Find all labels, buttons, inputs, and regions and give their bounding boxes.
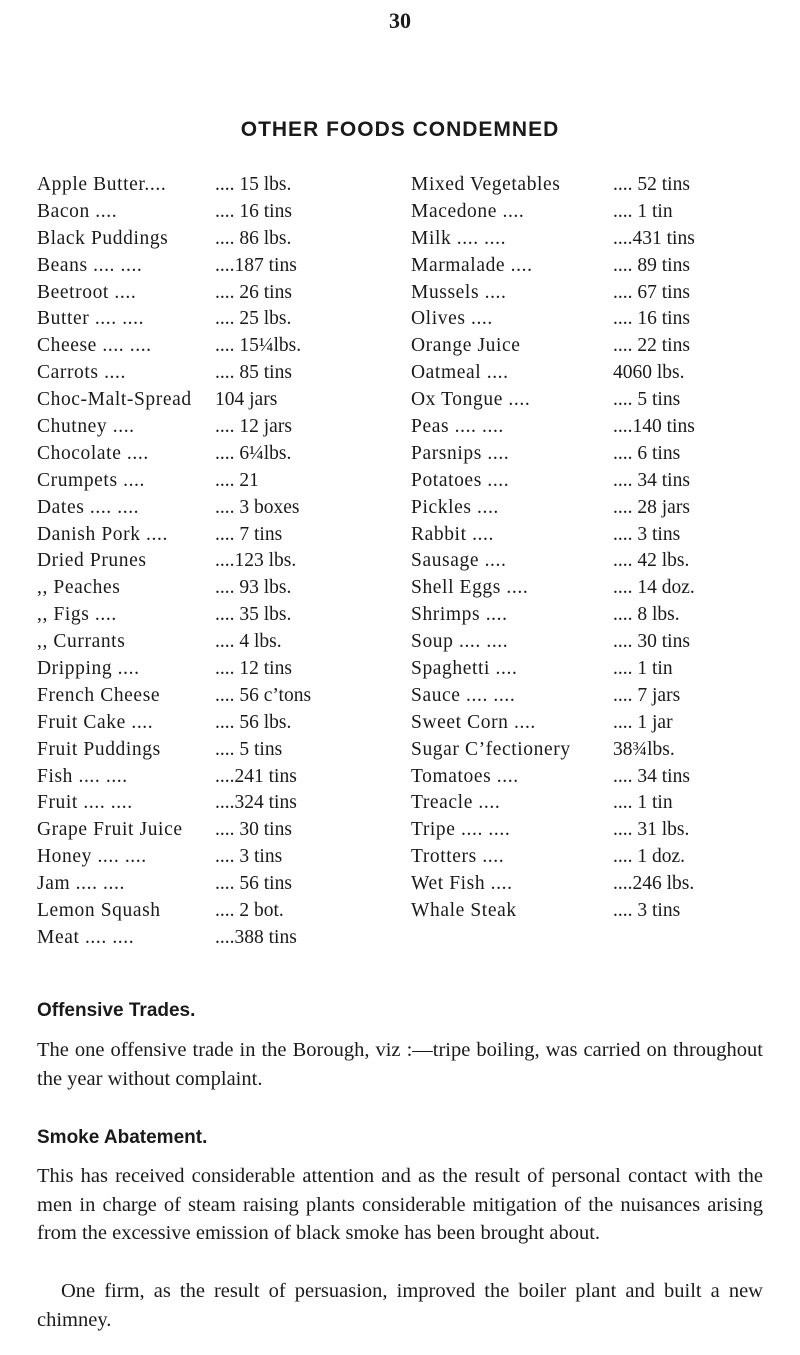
food-name: Sausage .... — [411, 550, 507, 572]
food-quantity: .... 8 lbs. — [613, 604, 680, 626]
food-quantity: .... 93 lbs. — [215, 577, 292, 599]
food-quantity: .... 89 tins — [613, 254, 690, 276]
food-name: Fruit Cake .... — [37, 711, 154, 733]
food-name: Beetroot .... — [37, 281, 137, 303]
food-quantity: 104 jars — [215, 389, 278, 411]
food-quantity: ....246 lbs. — [613, 873, 695, 895]
food-name: Mussels .... — [411, 281, 507, 303]
food-name: Olives .... — [411, 308, 493, 330]
food-row — [411, 764, 761, 791]
food-row — [37, 575, 367, 602]
food-row — [37, 495, 367, 522]
food-quantity: .... 30 tins — [215, 819, 292, 841]
food-row — [411, 226, 761, 253]
food-name: Jam .... .... — [37, 873, 125, 895]
food-row — [411, 441, 761, 468]
food-row — [411, 333, 761, 360]
food-row — [37, 764, 367, 791]
food-quantity: ....431 tins — [613, 227, 695, 249]
food-row — [37, 710, 367, 737]
food-row — [411, 602, 761, 629]
food-row — [411, 898, 761, 925]
food-name: Marmalade .... — [411, 254, 533, 276]
food-row — [411, 737, 761, 764]
food-row — [37, 522, 367, 549]
food-row — [37, 844, 367, 871]
food-quantity: .... 2 bot. — [215, 900, 284, 922]
food-name: Beans .... .... — [37, 254, 143, 276]
food-quantity: .... 16 tins — [215, 200, 292, 222]
food-row — [411, 253, 761, 280]
food-quantity: ....324 tins — [215, 792, 297, 814]
food-row — [37, 414, 367, 441]
food-name: ,, Peaches — [37, 577, 121, 599]
food-name: Sweet Corn .... — [411, 711, 536, 733]
smoke-abatement-paragraph-1: This has received considerable attention and as the result of personal contact with the men in charge of steam raising plants considerable mitigation of the nuisances arising from the excessive emission of black smoke has been brought about. — [37, 1165, 763, 1244]
food-name: Soup .... .... — [411, 631, 509, 653]
smoke-abatement-paragraph-2: One firm, as the result of persuasion, improved the boiler plant and built a new chimney. — [37, 1280, 763, 1331]
food-name: Dried Prunes — [37, 550, 147, 572]
food-name: Butter .... .... — [37, 308, 145, 330]
food-row — [411, 306, 761, 333]
food-name: Cheese .... .... — [37, 335, 152, 357]
food-name: Potatoes .... — [411, 469, 510, 491]
food-quantity: .... 31 lbs. — [613, 819, 690, 841]
food-name: Danish Pork .... — [37, 523, 168, 545]
food-quantity: .... 30 tins — [613, 631, 690, 653]
food-quantity: .... 56 c’tons — [215, 684, 312, 706]
food-quantity: .... 1 doz. — [613, 846, 686, 868]
food-name: Chutney .... — [37, 416, 135, 438]
food-name: Sugar C’fectionery — [411, 738, 571, 760]
food-row — [37, 333, 367, 360]
food-quantity: ....241 tins — [215, 765, 297, 787]
food-row — [411, 280, 761, 307]
food-name: Black Puddings — [37, 227, 169, 249]
food-row — [37, 683, 367, 710]
food-name: Choc-Malt-Spread — [37, 389, 192, 411]
food-quantity: .... 14 doz. — [613, 577, 695, 599]
food-row — [37, 360, 367, 387]
food-row — [37, 629, 367, 656]
food-quantity: .... 6 tins — [613, 442, 681, 464]
food-row — [37, 737, 367, 764]
food-row — [411, 387, 761, 414]
food-quantity: ....388 tins — [215, 926, 297, 948]
food-name: Parsnips .... — [411, 442, 510, 464]
food-name: Rabbit .... — [411, 523, 494, 545]
food-row — [411, 172, 761, 199]
food-row — [411, 871, 761, 898]
food-row — [411, 468, 761, 495]
food-name: Wet Fish .... — [411, 873, 513, 895]
food-name: French Cheese — [37, 684, 161, 706]
food-row — [411, 790, 761, 817]
food-quantity: ....123 lbs. — [215, 550, 297, 572]
food-quantity: 4060 lbs. — [613, 362, 685, 384]
food-name: Treacle .... — [411, 792, 501, 814]
food-name: Tomatoes .... — [411, 765, 519, 787]
food-name: Dripping .... — [37, 658, 140, 680]
food-name: Peas .... .... — [411, 416, 504, 438]
food-row — [411, 495, 761, 522]
food-row — [411, 548, 761, 575]
food-name: Shrimps .... — [411, 604, 508, 626]
food-name: Chocolate .... — [37, 442, 149, 464]
food-quantity: ....140 tins — [613, 416, 695, 438]
food-quantity: .... 12 jars — [215, 416, 292, 438]
food-name: Shell Eggs .... — [411, 577, 529, 599]
food-name: Tripe .... .... — [411, 819, 511, 841]
food-quantity: .... 5 tins — [613, 389, 681, 411]
food-row — [37, 306, 367, 333]
food-row — [37, 925, 367, 952]
food-name: Dates .... .... — [37, 496, 140, 518]
food-row — [37, 172, 367, 199]
food-name: Mixed Vegetables — [411, 174, 561, 195]
food-name: Meat .... .... — [37, 926, 135, 948]
food-quantity: .... 42 lbs. — [613, 550, 690, 572]
food-quantity: ....187 tins — [215, 254, 297, 276]
food-quantity: .... 85 tins — [215, 362, 292, 384]
food-quantity: .... 15¼lbs. — [215, 335, 302, 357]
food-row — [37, 468, 367, 495]
food-name: Crumpets .... — [37, 469, 146, 491]
food-quantity: .... 1 tin — [613, 200, 673, 222]
food-row — [37, 441, 367, 468]
food-row — [411, 817, 761, 844]
food-quantity: .... 67 tins — [613, 281, 690, 303]
food-quantity: .... 3 tins — [613, 523, 681, 545]
food-name: Ox Tongue .... — [411, 389, 531, 411]
food-name: ,, Currants — [37, 631, 126, 653]
food-row — [37, 898, 367, 925]
food-quantity: .... 7 tins — [215, 523, 283, 545]
food-quantity: .... 28 jars — [613, 496, 690, 518]
smoke-abatement-heading: Smoke Abatement. — [37, 1127, 208, 1148]
food-quantity: .... 34 tins — [613, 765, 690, 787]
food-quantity: .... 3 tins — [613, 900, 681, 922]
food-quantity: .... 3 tins — [215, 846, 283, 868]
food-row — [37, 790, 367, 817]
food-quantity: .... 86 lbs. — [215, 227, 292, 249]
food-row — [411, 522, 761, 549]
food-name: Oatmeal .... — [411, 362, 509, 384]
food-name: Honey .... .... — [37, 846, 147, 868]
offensive-trades-text: The one offensive trade in the Borough, viz :—tripe boiling, was carried on throughout the year without complaint. — [37, 1039, 763, 1090]
food-name: Lemon Squash — [37, 900, 161, 922]
food-name: Pickles .... — [411, 496, 499, 518]
food-row — [37, 656, 367, 683]
food-row — [37, 253, 367, 280]
food-quantity: .... 1 tin — [613, 792, 673, 814]
food-name: Carrots .... — [37, 362, 126, 384]
food-name: Orange Juice — [411, 335, 521, 357]
food-quantity: .... 6¼lbs. — [215, 442, 292, 464]
food-name: ,, Figs .... — [37, 604, 117, 626]
food-row — [411, 629, 761, 656]
food-quantity: .... 26 tins — [215, 281, 292, 303]
food-row — [411, 575, 761, 602]
food-row — [411, 360, 761, 387]
food-quantity: .... 35 lbs. — [215, 604, 292, 626]
food-quantity: .... 16 tins — [613, 308, 690, 330]
food-name: Macedone .... — [411, 200, 525, 222]
food-row — [37, 602, 367, 629]
page-number: 30 — [389, 8, 411, 33]
food-quantity: .... 52 tins — [613, 174, 690, 195]
food-row — [411, 656, 761, 683]
food-quantity: .... 5 tins — [215, 738, 283, 760]
food-quantity: .... 56 lbs. — [215, 711, 292, 733]
foods-list-left — [37, 172, 367, 952]
food-name: Sauce .... .... — [411, 684, 516, 706]
page-heading: OTHER FOODS CONDEMNED — [240, 118, 560, 141]
food-name: Whale Steak — [411, 900, 517, 922]
food-row — [411, 683, 761, 710]
food-name: Fruit Puddings — [37, 738, 161, 760]
food-quantity: .... 12 tins — [215, 658, 292, 680]
food-name: Trotters .... — [411, 846, 505, 868]
food-name: Fish .... .... — [37, 765, 128, 787]
food-row — [37, 280, 367, 307]
food-row — [411, 844, 761, 871]
food-row — [37, 226, 367, 253]
food-quantity: .... 4 lbs. — [215, 631, 282, 653]
food-quantity: .... 1 tin — [613, 658, 673, 680]
food-quantity: .... 1 jar — [613, 711, 673, 733]
food-name: Fruit .... .... — [37, 792, 133, 814]
food-row — [37, 817, 367, 844]
food-quantity: .... 25 lbs. — [215, 308, 292, 330]
food-name: Bacon .... — [37, 200, 118, 222]
food-quantity: .... 3 boxes — [215, 496, 300, 518]
food-quantity: .... 22 tins — [613, 335, 690, 357]
offensive-trades-heading: Offensive Trades. — [37, 1000, 196, 1021]
food-quantity: .... 7 jars — [613, 684, 681, 706]
food-row — [37, 548, 367, 575]
food-row — [411, 710, 761, 737]
food-quantity: .... 56 tins — [215, 873, 292, 895]
food-row — [37, 871, 367, 898]
food-name: Apple Butter.... — [37, 174, 167, 195]
food-row — [37, 387, 367, 414]
food-row — [411, 414, 761, 441]
food-quantity: .... 34 tins — [613, 469, 690, 491]
food-quantity: .... 15 lbs. — [215, 174, 292, 195]
food-row — [37, 199, 367, 226]
food-quantity: .... 21 — [215, 469, 259, 491]
food-name: Spaghetti .... — [411, 658, 518, 680]
foods-list-right — [411, 172, 761, 925]
food-row — [411, 199, 761, 226]
food-name: Grape Fruit Juice — [37, 819, 183, 841]
food-name: Milk .... .... — [411, 227, 507, 249]
food-quantity: 38¾lbs. — [613, 738, 675, 760]
